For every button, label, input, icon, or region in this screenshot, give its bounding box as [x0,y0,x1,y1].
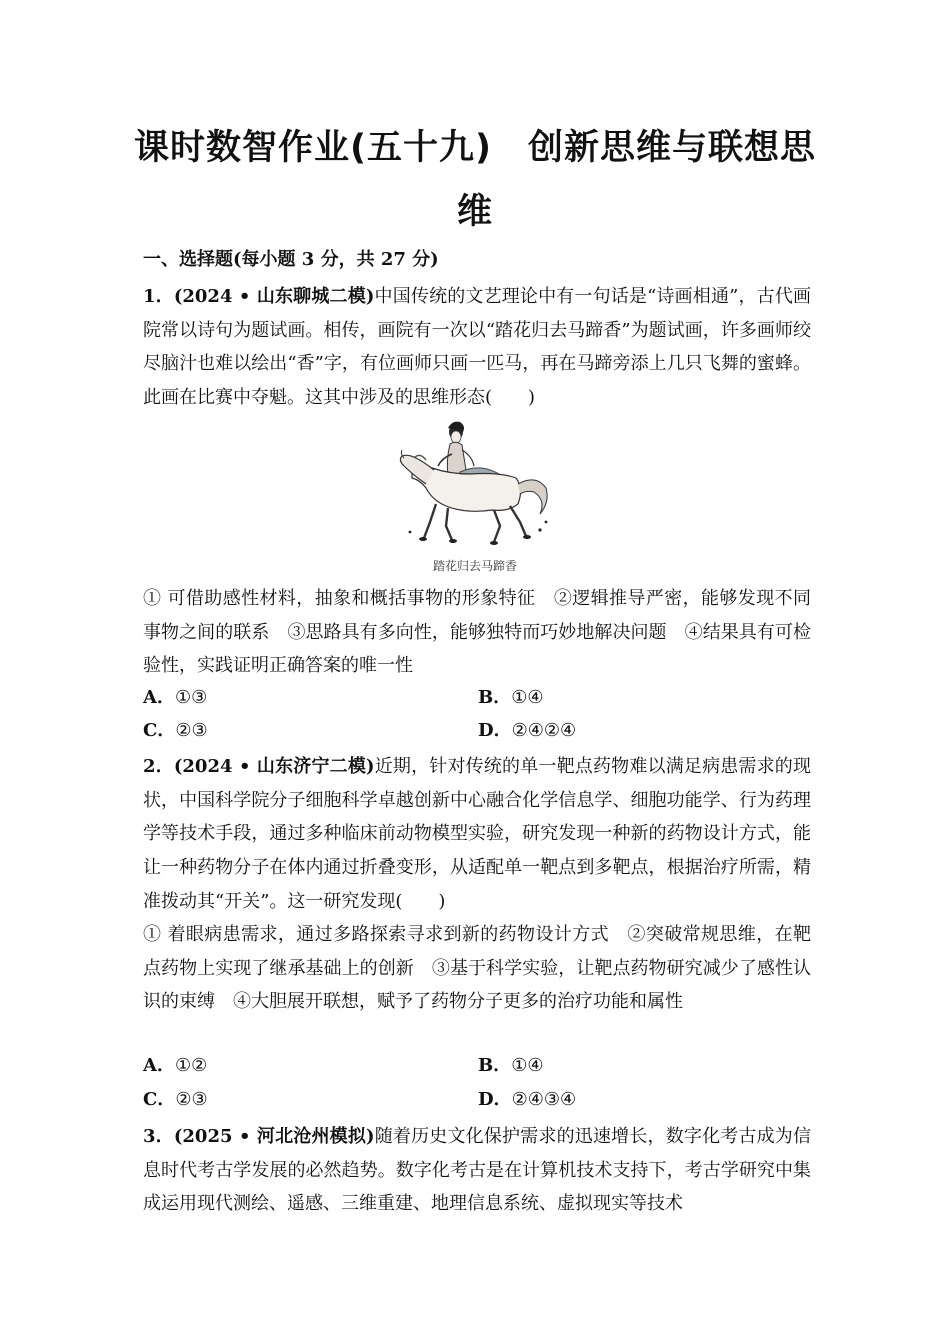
question-2-option-c[interactable]: C．②③ [143,1089,208,1110]
question-1-option-b[interactable]: B．①④ [478,687,544,708]
question-1-source: 1．(2024 • 山东聊城二模) [143,286,375,307]
question-1-option-d[interactable]: D．②④②④ [478,720,577,741]
question-1-option-a[interactable]: A．①③ [143,687,208,708]
page-title-continued: 维 [456,192,493,232]
figure-caption: 踏花归去马蹄香 [432,559,517,573]
question-3-text: 随着历史文化保护需求的迅速增长，数字化考古成为信息时代考古学发展的必然趋势。数字化考古是在计算机技术支持下，考古学研究中集成运用现代测绘、遥感、三维重建、地理信息系统、虚拟现实等技术 [143,1126,811,1215]
question-3-source: 3．(2025 • 河北沧州模拟) [143,1126,375,1147]
question-2-text: 近期，针对传统的单一靶点药物难以满足病患需求的现状，中国科学院分子细胞科学卓越创新中心融合化学信息学、细胞功能学、行为药理学等技术手段，通过多种临床前动物模型实验，研究发现一种新的药物设计方式，能让一种药物分子在体内通过折叠变形，从适配单一靶点到多靶点，根据治疗所需，精准拨动其“开关”。这一研究发现( ) [143,756,811,912]
question-1-stem [143,280,811,415]
page-title: 课时数智作业(五十九) 创新思维与联想思 [134,128,816,168]
question-2-option-d[interactable]: D．②④③④ [478,1089,577,1110]
question-2-option-a[interactable]: A．①② [143,1055,208,1076]
question-2-option-b[interactable]: B．①④ [478,1055,544,1076]
question-2-stem [143,750,811,919]
horse-rider-illustration [390,418,560,553]
question-1-text: 中国传统的文艺理论中有一句话是“诗画相通”，古代画院常以诗句为题试画。相传，画院有一次以“踏花归去马蹄香”为题试画，许多画师绞尽脑汁也难以绘出“香”字，有位画师只画一匹马，再在马蹄旁添上几只飞舞的蜜蜂。此画在比赛中夺魁。这其中涉及的思维形态( ) [143,286,812,409]
question-3-stem [143,1120,811,1221]
question-2-statements: ① 着眼病患需求，通过多路探索寻求到新的药物设计方式 ②突破常规思维，在靶点药物上实现了继承基础上的创新 ③基于科学实验，让靶点药物研究减少了感性认识的束缚 ④大胆展开联想，赋予了药物分子更多的治疗功能和属性 [143,924,811,1013]
question-1-option-c[interactable]: C．②③ [143,720,208,741]
question-1-figure [390,418,560,578]
section-heading: 一、选择题(每小题 3 分，共 27 分) [143,249,439,270]
question-1-statements: ① 可借助感性材料，抽象和概括事物的形象特征 ②逻辑推导严密，能够发现不同事物之间的联系 ③思路具有多向性，能够独特而巧妙地解决问题 ④结果具有可检验性，实践证明正确答案的唯一性 [143,588,811,677]
question-2-source: 2．(2024 • 山东济宁二模) [143,756,375,777]
